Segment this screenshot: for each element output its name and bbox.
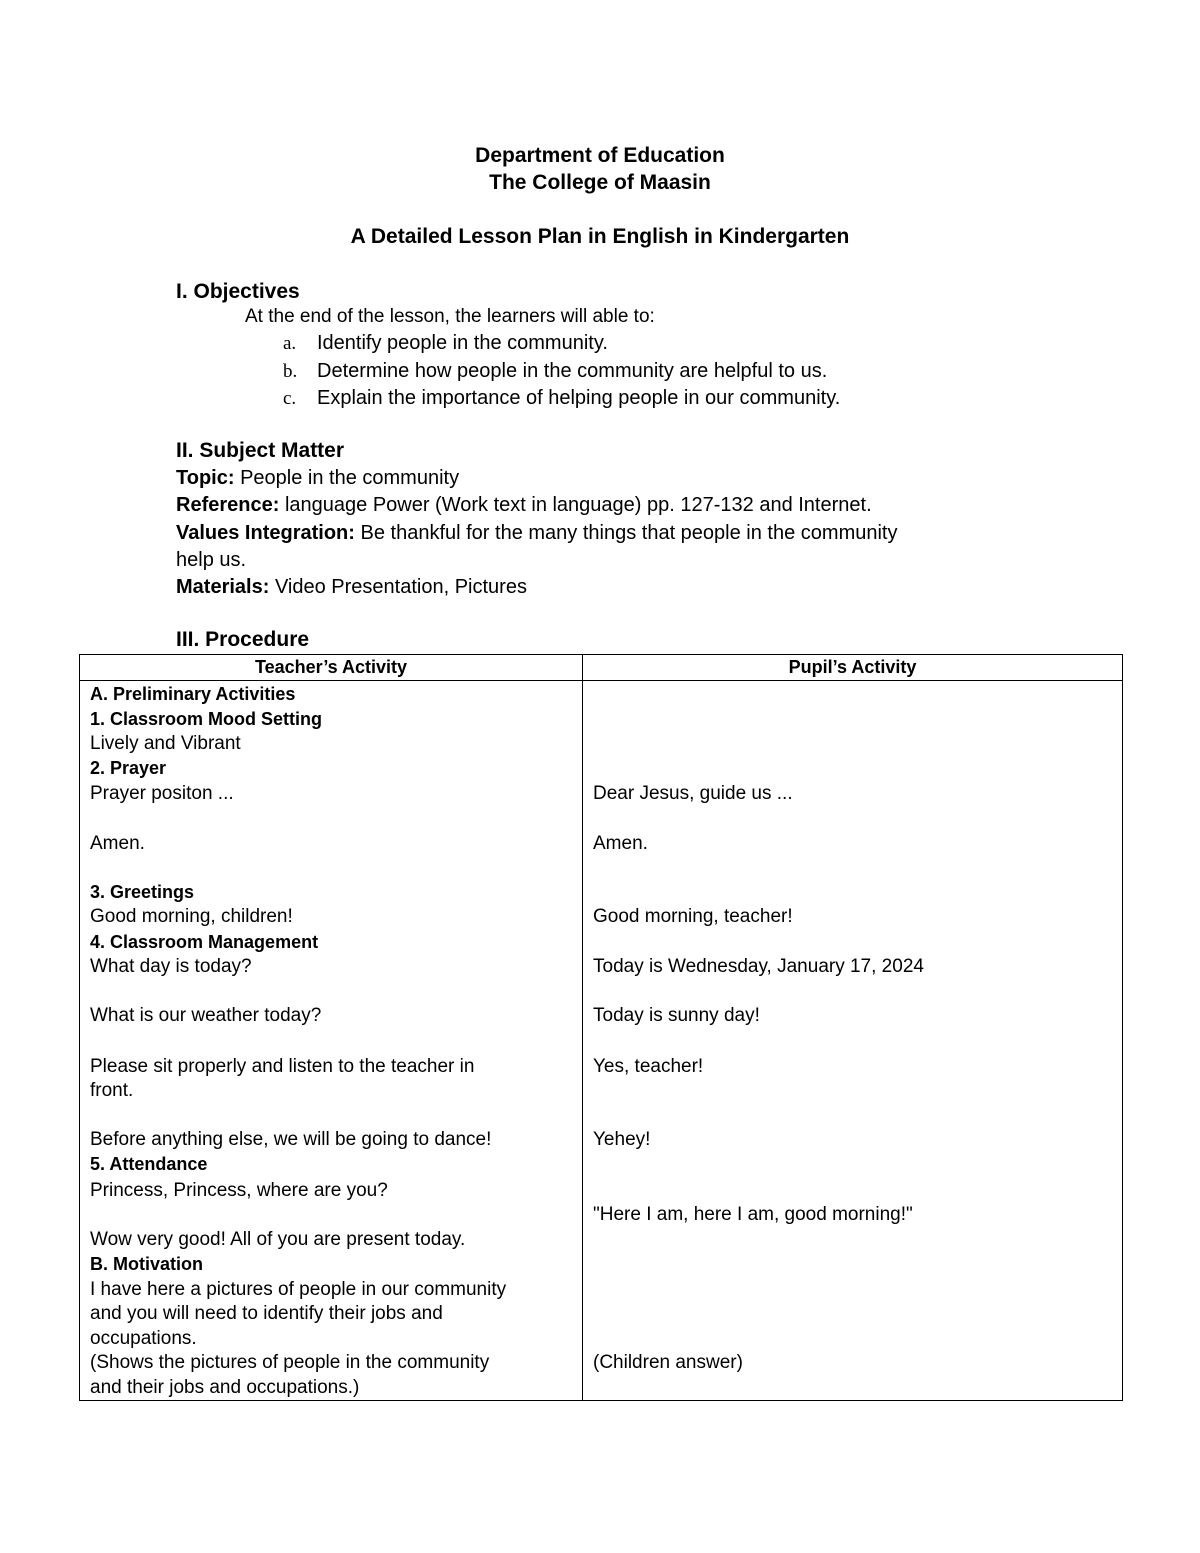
pupil-line: Today is Wednesday, January 17, 2024 xyxy=(593,956,924,977)
teacher-line: Lively and Vibrant xyxy=(90,733,241,754)
pupil-activity-header: Pupil’s Activity xyxy=(583,655,1123,681)
procedure-table xyxy=(79,654,1123,1401)
objective-marker: b. xyxy=(283,361,298,382)
document-title: A Detailed Lesson Plan in English in Kindergarten xyxy=(350,225,850,248)
objective-item-a xyxy=(283,330,608,357)
classroom-management-heading: 4. Classroom Management xyxy=(90,932,319,952)
procedure-body-row xyxy=(80,681,1123,1401)
teacher-line: and you will need to identify their jobs and xyxy=(90,1303,443,1324)
teacher-line: What is our weather today? xyxy=(90,1005,322,1026)
reference-label: Reference: xyxy=(176,494,280,516)
values-value: Be thankful for the many things that people in the community xyxy=(360,522,898,544)
pupil-line: Yes, teacher! xyxy=(593,1056,704,1077)
pupil-line: Amen. xyxy=(593,833,648,854)
pupil-line: "Here I am, here I am, good morning!" xyxy=(593,1204,913,1225)
objective-marker: c. xyxy=(283,388,297,409)
objective-text: Explain the importance of helping people in our community. xyxy=(317,387,841,409)
greetings-heading: 3. Greetings xyxy=(90,882,195,902)
teacher-line: (Shows the pictures of people in the community xyxy=(90,1352,490,1373)
topic-value: People in the community xyxy=(240,467,460,489)
objectives-heading: I. Objectives xyxy=(176,280,300,303)
reference-value: language Power (Work text in language) pp. 127-132 and Internet. xyxy=(284,494,872,516)
materials-value: Video Presentation, Pictures xyxy=(274,576,527,598)
department-heading: Department of Education xyxy=(475,144,725,167)
materials-label: Materials: xyxy=(176,576,270,598)
teacher-line: Prayer positon ... xyxy=(90,783,234,804)
materials-line xyxy=(176,574,1056,601)
objective-marker: a. xyxy=(283,333,297,354)
attendance-heading: 5. Attendance xyxy=(90,1154,208,1174)
pupil-line: Yehey! xyxy=(593,1129,651,1150)
teacher-line: front. xyxy=(90,1080,134,1101)
reference-line xyxy=(176,492,1056,519)
topic-label: Topic: xyxy=(176,467,235,489)
pupil-line: Today is sunny day! xyxy=(593,1005,760,1026)
topic-line xyxy=(176,465,1056,492)
objectives-intro: At the end of the lesson, the learners will able to: xyxy=(245,306,655,327)
teacher-line: Princess, Princess, where are you? xyxy=(90,1180,388,1201)
teacher-line: Wow very good! All of you are present today. xyxy=(90,1229,466,1250)
teacher-line: Please sit properly and listen to the teacher in xyxy=(90,1056,475,1077)
values-line-continued: help us. xyxy=(176,549,247,571)
objective-item-c xyxy=(283,385,840,412)
objective-text: Determine how people in the community are helpful to us. xyxy=(317,360,828,382)
pupil-activity-cell xyxy=(583,681,1123,1401)
preliminary-activities-heading: A. Preliminary Activities xyxy=(90,684,296,704)
mood-setting-heading: 1. Classroom Mood Setting xyxy=(90,709,323,729)
teacher-activity-cell xyxy=(80,681,583,1401)
subject-matter-heading: II. Subject Matter xyxy=(176,439,345,462)
teacher-line: Amen. xyxy=(90,833,145,854)
teacher-line: and their jobs and occupations.) xyxy=(90,1377,360,1398)
motivation-heading: B. Motivation xyxy=(90,1254,203,1274)
objective-item-b xyxy=(283,358,827,385)
pupil-line: Good morning, teacher! xyxy=(593,906,793,927)
procedure-heading: III. Procedure xyxy=(176,628,310,651)
pupil-line: (Children answer) xyxy=(593,1352,743,1373)
teacher-line: Good morning, children! xyxy=(90,906,293,927)
objective-text: Identify people in the community. xyxy=(317,332,608,354)
procedure-header-row xyxy=(80,655,1123,681)
prayer-heading: 2. Prayer xyxy=(90,758,167,778)
teacher-line: What day is today? xyxy=(90,956,252,977)
teacher-line: Before anything else, we will be going to dance! xyxy=(90,1129,492,1150)
values-line xyxy=(176,520,1056,547)
teacher-line: I have here a pictures of people in our community xyxy=(90,1279,507,1300)
pupil-line: Dear Jesus, guide us ... xyxy=(593,783,793,804)
teacher-activity-header: Teacher’s Activity xyxy=(80,655,583,681)
teacher-line: occupations. xyxy=(90,1328,197,1349)
college-heading: The College of Maasin xyxy=(489,171,711,194)
values-label: Values Integration: xyxy=(176,522,355,544)
